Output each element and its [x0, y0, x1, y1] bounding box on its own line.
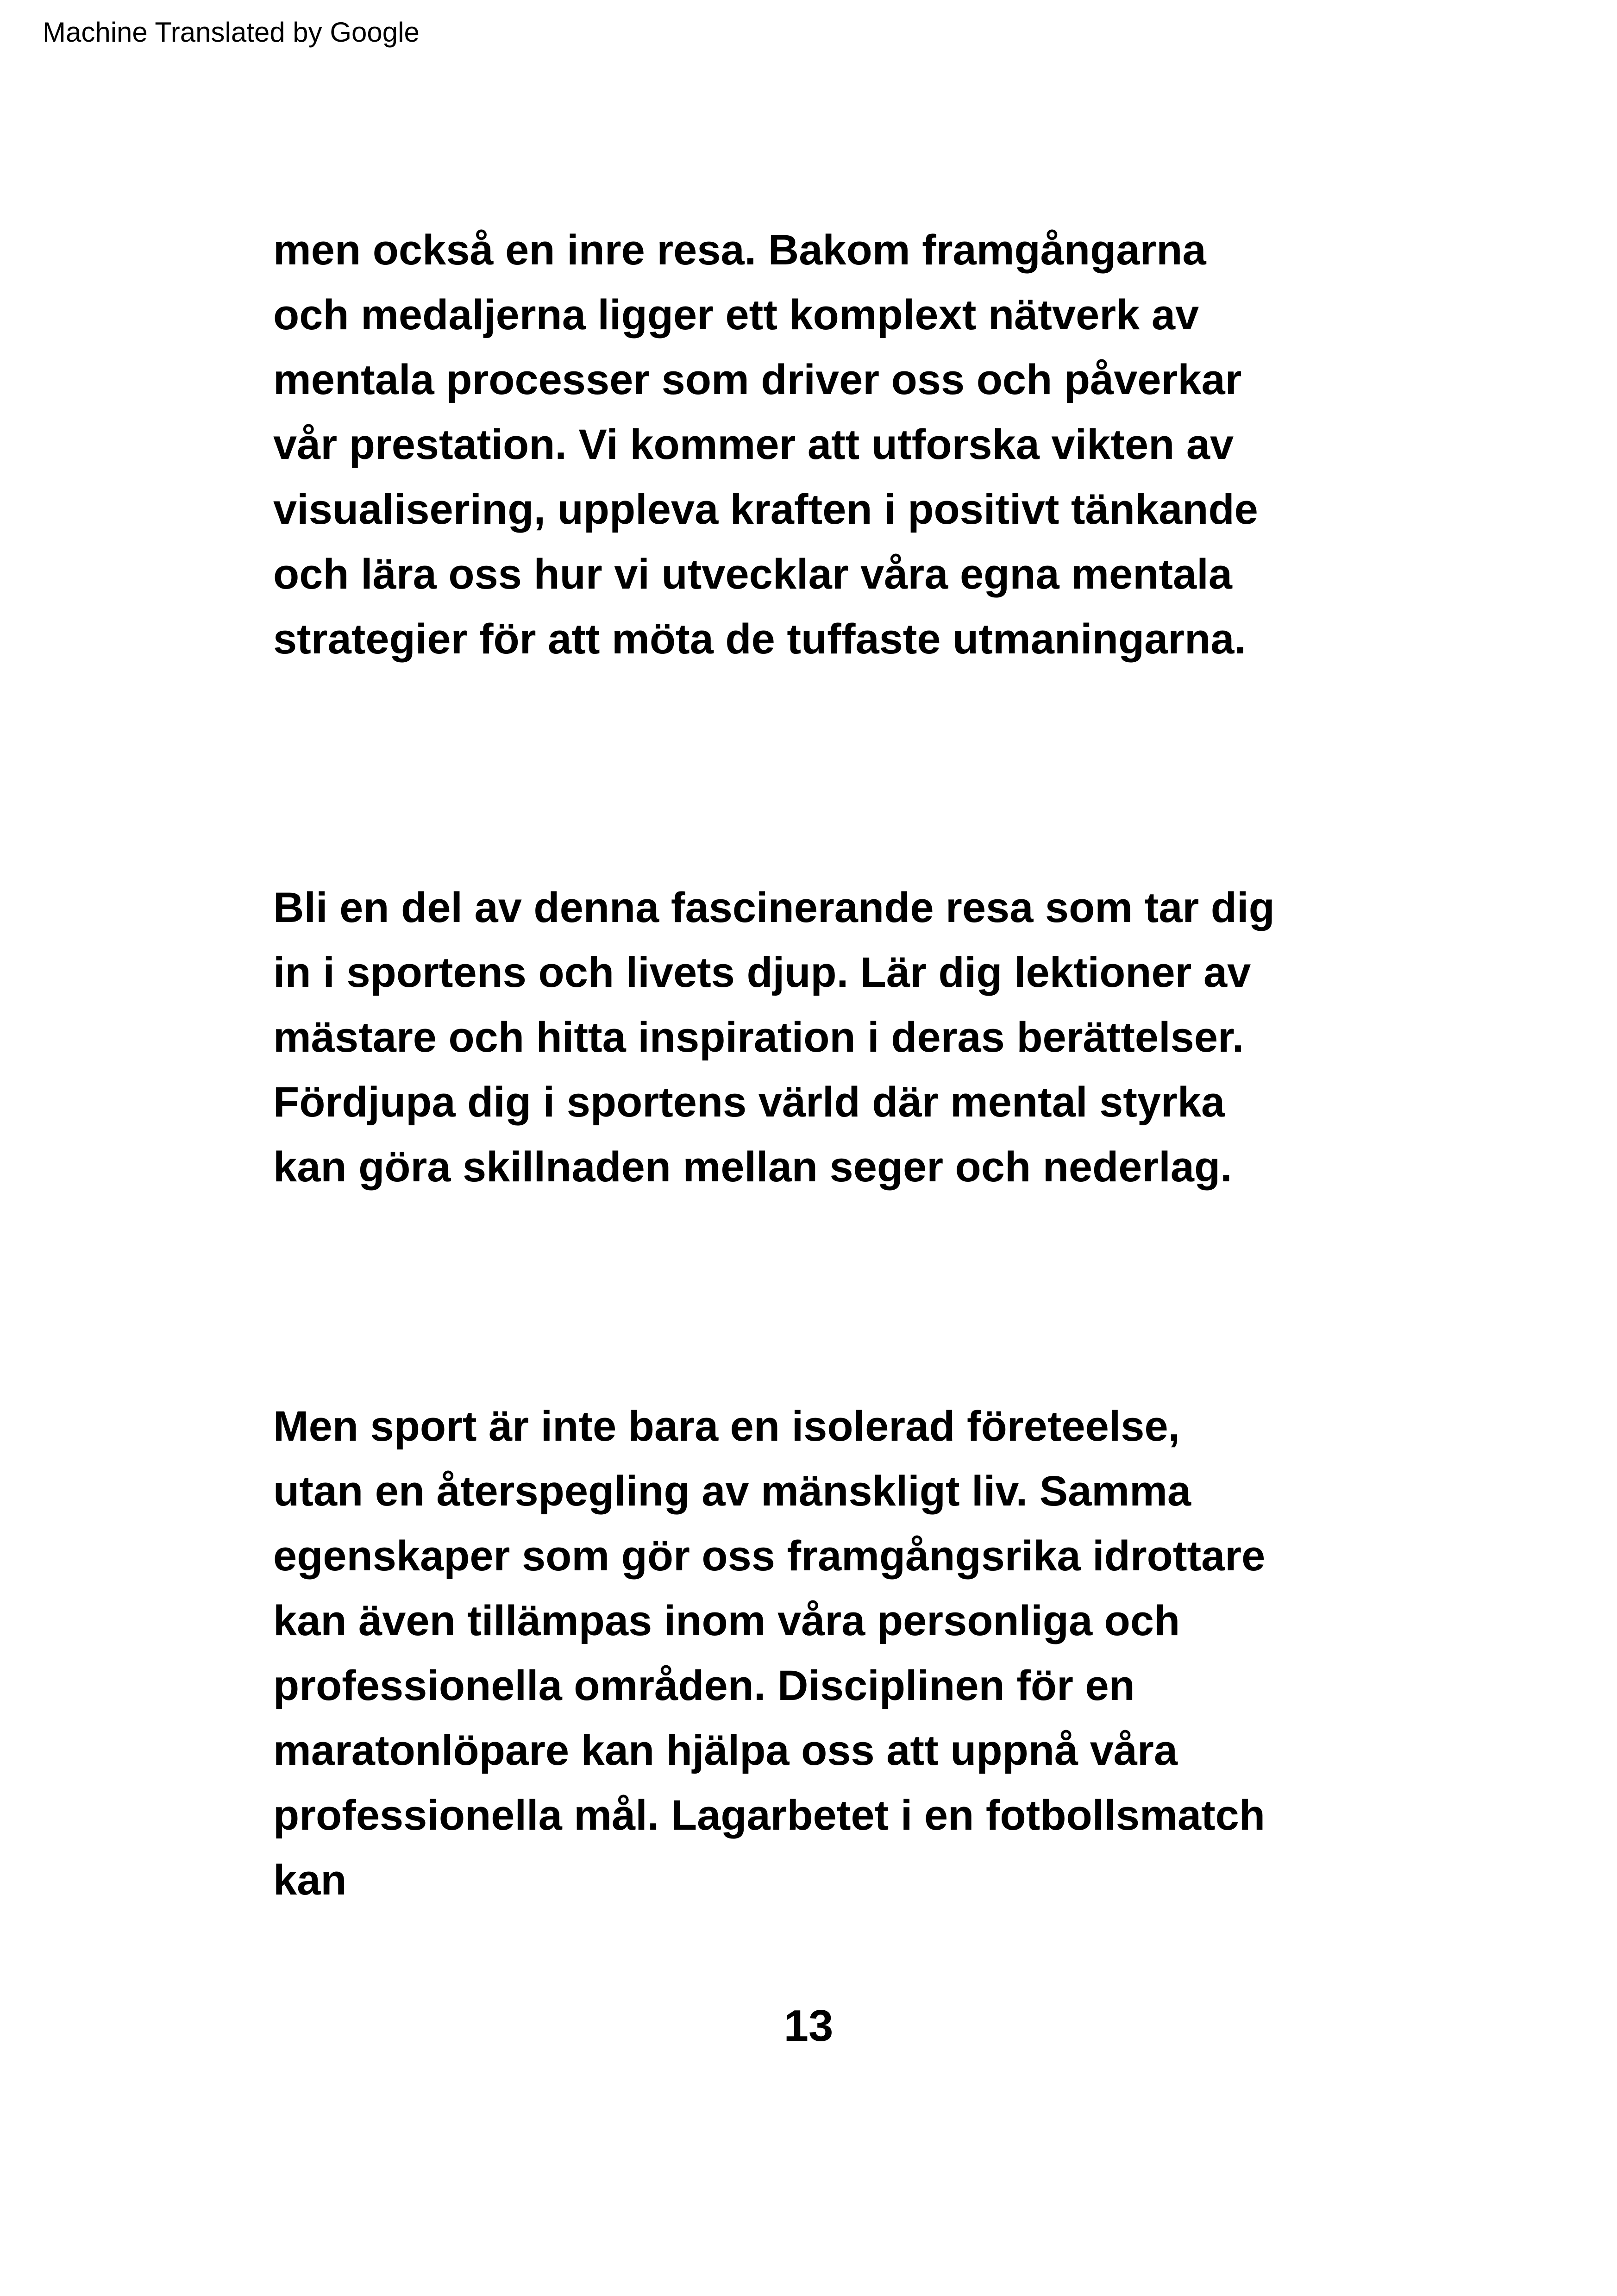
page-number: 13 — [783, 2001, 834, 2051]
text-line: Men sport är inte bara en isolerad företeelse, — [273, 1403, 1180, 1450]
text-line: professionella områden. Disciplinen för en — [273, 1662, 1135, 1709]
paragraph-sport-reflection — [273, 1394, 1265, 1913]
text-line: mästare och hitta inspiration i deras berättelser. — [273, 1014, 1244, 1061]
text-line: och lära oss hur vi utvecklar våra egna mentala — [273, 551, 1232, 598]
text-line: kan även tillämpas inom våra personliga och — [273, 1597, 1180, 1644]
text-line: mentala processer som driver oss och påverkar — [273, 356, 1242, 403]
paragraph-join-journey — [273, 875, 1275, 1199]
text-line: visualisering, uppleva kraften i positivt tänkande — [273, 486, 1258, 533]
text-line: in i sportens och livets djup. Lär dig lektioner av — [273, 949, 1251, 996]
paragraph-inner-journey — [273, 218, 1258, 671]
text-line: kan göra skillnaden mellan seger och nederlag. — [273, 1143, 1232, 1191]
text-line: och medaljerna ligger ett komplext nätverk av — [273, 291, 1199, 339]
text-line: Fördjupa dig i sportens värld där mental styrka — [273, 1079, 1225, 1126]
machine-translation-notice: Machine Translated by Google — [43, 17, 420, 48]
text-line: egenskaper som gör oss framgångsrika idrottare — [273, 1532, 1266, 1580]
text-line: strategier för att möta de tuffaste utmaningarna. — [273, 615, 1246, 663]
text-line: utan en återspegling av mänskligt liv. Samma — [273, 1468, 1191, 1515]
text-line: Bli en del av denna fascinerande resa som tar dig — [273, 884, 1275, 931]
text-line: maratonlöpare kan hjälpa oss att uppnå våra — [273, 1727, 1178, 1774]
text-line: men också en inre resa. Bakom framgångarna — [273, 226, 1206, 274]
text-line: kan — [273, 1857, 347, 1904]
text-line: vår prestation. Vi kommer att utforska vikten av — [273, 421, 1234, 468]
text-line: professionella mål. Lagarbetet i en fotbollsmatch — [273, 1792, 1266, 1839]
